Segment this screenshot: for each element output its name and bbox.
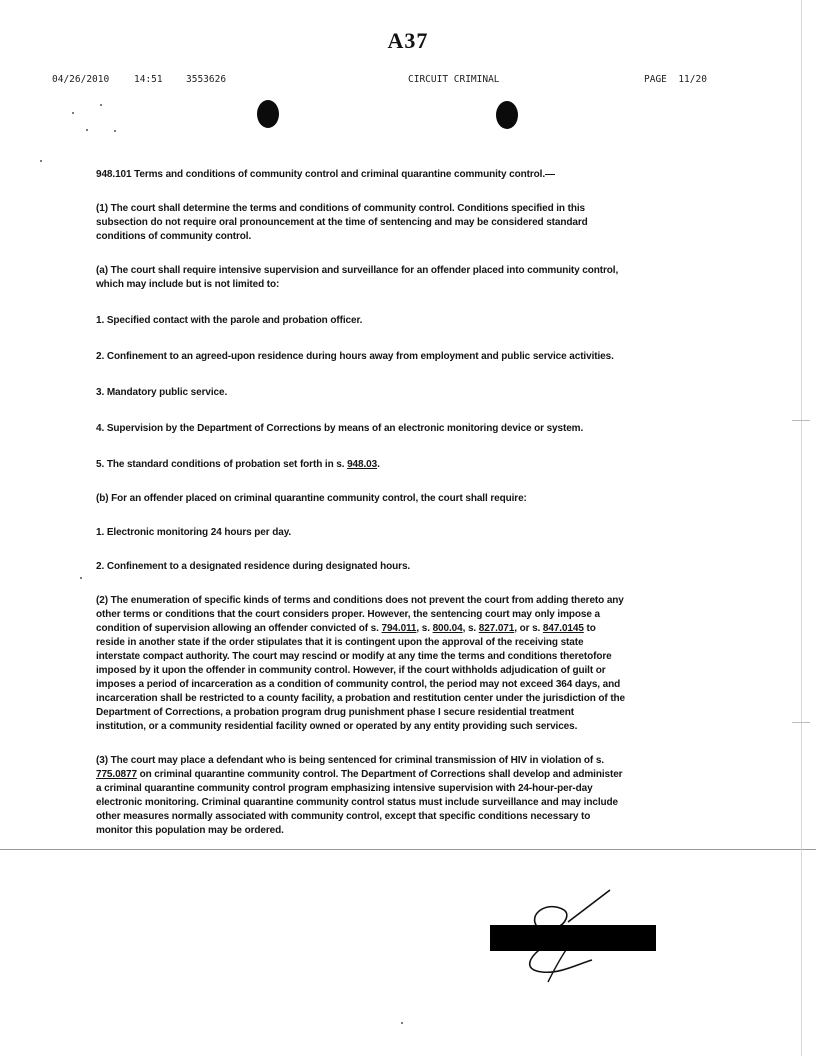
subsection-2-text-b: , s. bbox=[416, 623, 433, 634]
statute-link-794-011[interactable]: 794.011 bbox=[381, 623, 417, 634]
fax-department: CIRCUIT CRIMINAL bbox=[408, 74, 500, 85]
item-b2: 2. Confinement to a designated residence during designated hours. bbox=[96, 561, 411, 572]
edge-mark bbox=[792, 420, 810, 421]
fax-time: 14:51 bbox=[134, 74, 163, 85]
paragraph-1a: (a) The court shall require intensive supervision and surveillance for an offender placed into community control, which may include but is not limited to: bbox=[96, 265, 619, 290]
subsection-3-text-a: (3) The court may place a defendant who is being sentenced for criminal transmission of HIV in violation of s. bbox=[96, 755, 604, 766]
subsection-3 bbox=[96, 754, 626, 838]
statute-link-847-0145[interactable]: 847.0145 bbox=[542, 623, 584, 634]
section-heading: 948.101 Terms and conditions of community control and criminal quarantine community control.— bbox=[96, 169, 555, 180]
item-b1: 1. Electronic monitoring 24 hours per day. bbox=[96, 527, 292, 538]
subsection-1: (1) The court shall determine the terms and conditions of community control. Conditions specified in this subsection do not require oral pronouncement at the time of sentencing and may be considered standard conditions of community control. bbox=[96, 203, 588, 242]
scan-speck bbox=[114, 130, 116, 132]
scan-speck bbox=[40, 160, 42, 162]
exhibit-label: A37 bbox=[387, 28, 429, 53]
statute-link-948-03[interactable]: 948.03 bbox=[347, 459, 378, 470]
scan-speck bbox=[86, 129, 88, 131]
scan-line bbox=[0, 849, 816, 850]
subsection-2 bbox=[96, 594, 626, 734]
scan-speck bbox=[100, 104, 102, 106]
statute-link-775-0877[interactable]: 775.0877 bbox=[96, 769, 137, 780]
item-a5 bbox=[96, 458, 626, 472]
item-a3: 3. Mandatory public service. bbox=[96, 387, 228, 398]
subsection-2-text-c: , s. bbox=[462, 623, 479, 634]
scan-speck bbox=[80, 577, 82, 579]
fax-page-number: PAGE 11/20 bbox=[644, 74, 707, 85]
redaction-bar bbox=[490, 925, 656, 951]
statute-text bbox=[96, 168, 626, 838]
subsection-2-text-a: (2) The enumeration of specific kinds of terms and conditions does not prevent the court from adding thereto any other terms or conditions that the court considers proper. However, the sentencing court may only impose a condition of supervision allowing an offender convicted of s. bbox=[96, 595, 624, 634]
subsection-2-text-d: , or s. bbox=[514, 623, 543, 634]
fax-number: 3553626 bbox=[186, 74, 227, 85]
subsection-3-text-b: on criminal quarantine community control. The Department of Corrections shall develop and administer a criminal quarantine community control program emphasizing intensive supervision with 24-hour-per-day electronic monitoring. Criminal quarantine community control status must include surveillance and may include other measures normally associated with community control, except that specific conditions necessary to monitor this population may be ordered. bbox=[96, 769, 623, 836]
page-edge bbox=[801, 0, 802, 1056]
subsection-2-text-e: to reside in another state if the order stipulates that it is contingent upon the approval of the receiving state interstate compact authority. The court may rescind or modify at any time the terms and conditions theretofore imposed by it upon the offender in community control. However, if the court withholds adjudication of guilt or imposes a period of incarceration as a condition of community control, the period may not exceed 364 days, and incarceration shall be restricted to a county facility, a probation and restitution center under the jurisdiction of the Department of Corrections, a probation program drug punishment phase I secure residential treatment institution, or a community residential facility owned or operated by any entity providing such services. bbox=[96, 623, 626, 732]
punch-hole-left bbox=[257, 100, 279, 128]
item-a5-end: . bbox=[377, 459, 380, 470]
fax-date: 04/26/2010 bbox=[52, 74, 110, 85]
punch-hole-right bbox=[496, 101, 518, 129]
statute-link-827-071[interactable]: 827.071 bbox=[478, 623, 515, 634]
edge-mark bbox=[792, 722, 810, 723]
item-a1: 1. Specified contact with the parole and probation officer. bbox=[96, 315, 363, 326]
paragraph-1b: (b) For an offender placed on criminal quarantine community control, the court shall require: bbox=[96, 493, 527, 504]
item-a2: 2. Confinement to an agreed-upon residence during hours away from employment and public service activities. bbox=[96, 351, 614, 362]
fax-header bbox=[52, 74, 732, 88]
statute-link-800-04[interactable]: 800.04 bbox=[432, 623, 463, 634]
item-a5-text: 5. The standard conditions of probation set forth in s. bbox=[96, 459, 348, 470]
scan-speck bbox=[72, 112, 74, 114]
scan-speck bbox=[401, 1022, 403, 1024]
item-a4: 4. Supervision by the Department of Corrections by means of an electronic monitoring device or system. bbox=[96, 423, 584, 434]
